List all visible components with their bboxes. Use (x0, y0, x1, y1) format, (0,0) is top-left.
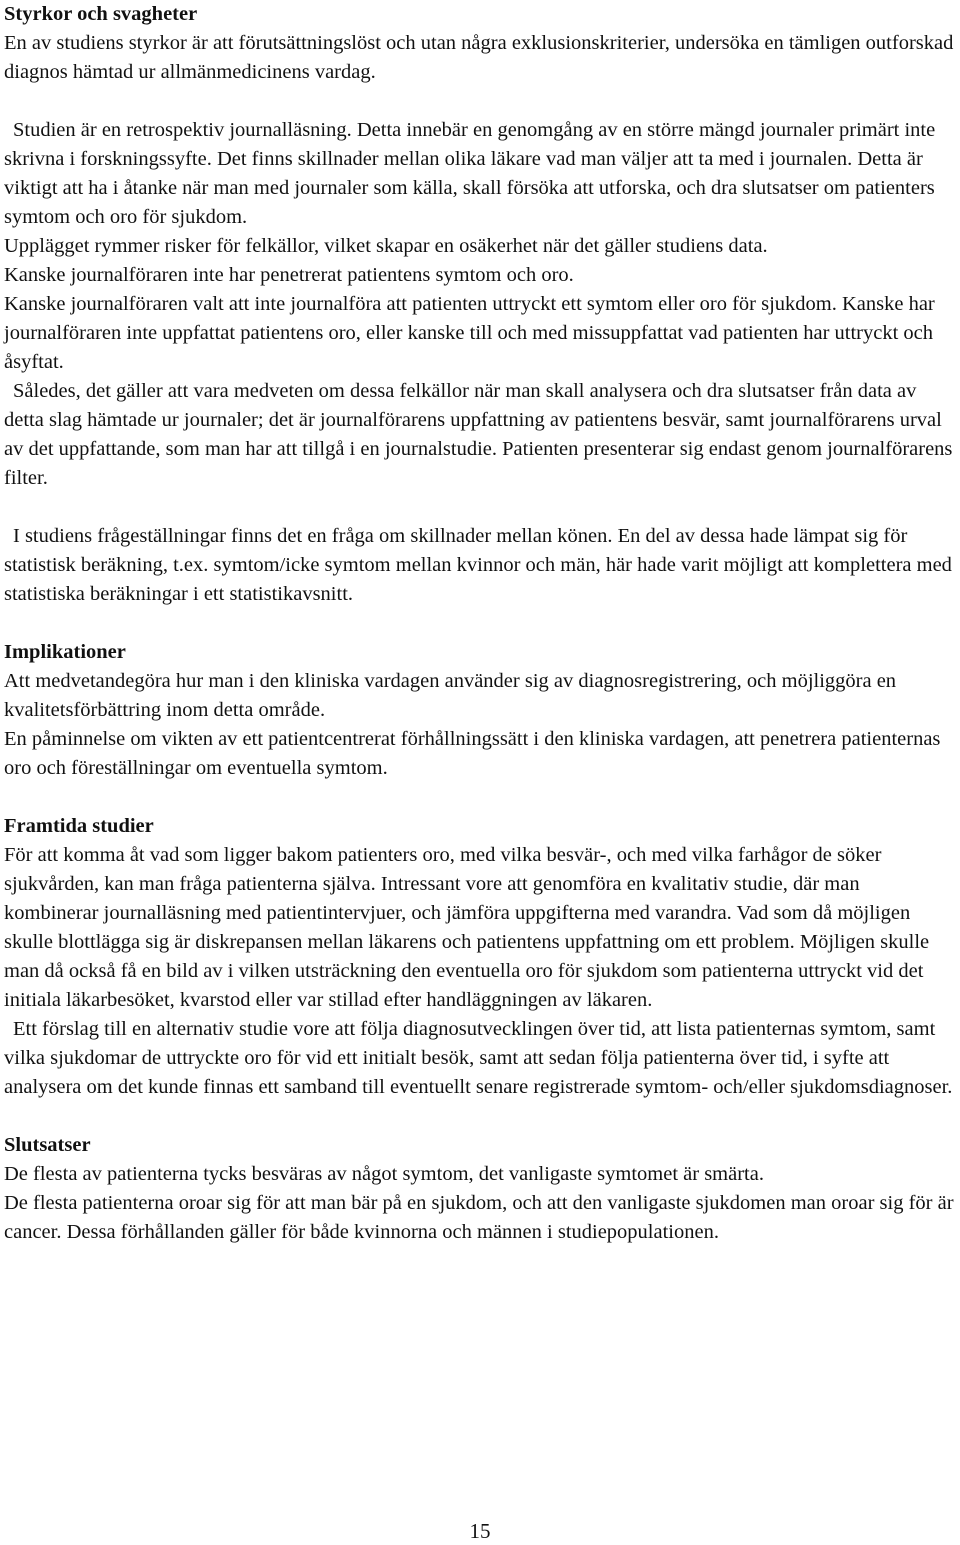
section-conclusions (4, 1131, 958, 1247)
paragraph: Studien är en retrospektiv journalläsning. Detta innebär en genomgång av en större mängd journaler primärt inte skrivna i forskningssyfte. Det finns skillnader mellan olika läkare vad man väljer att ta med i journalen. Detta är viktigt att ha i åtanke när man med journaler som källa, skall försöka att utforska, och dra slutsatser om patienters symtom och oro för sjukdom. (4, 119, 936, 228)
heading-conclusions: Slutsatser (4, 1134, 91, 1156)
document-page (4, 0, 958, 1247)
paragraph: En påminnelse om vikten av ett patientcentrerat förhållningssätt i den kliniska vardagen, att penetrera patienternas oro och föreställningar om eventuella symtom. (4, 728, 941, 779)
heading-strengths: Styrkor och svagheter (4, 3, 198, 25)
section-future-studies (4, 812, 958, 1102)
heading-future-studies: Framtida studier (4, 815, 154, 837)
spacer (4, 783, 958, 812)
paragraph: Ett förslag till en alternativ studie vore att följa diagnosutvecklingen över tid, att lista patienternas symtom, samt vilka sjukdomar de uttryckte oro för vid ett initialt besök, samt att sedan följa patienterna över tid, i syfte att analysera om det kunde finnas ett samband till eventuellt senare registrerade symtom- och/eller sjukdomsdiagnoser. (4, 1018, 953, 1098)
paragraph: Att medvetandegöra hur man i den kliniska vardagen använder sig av diagnosregistrering, och möjliggöra en kvalitetsförbättring inom detta område. (4, 670, 897, 721)
spacer (4, 1102, 958, 1131)
paragraph: De flesta av patienterna tycks besväras av något symtom, det vanligaste symtomet är smärta. (4, 1163, 764, 1185)
spacer (4, 87, 958, 116)
section-implications (4, 638, 958, 783)
paragraph: Kanske journalföraren inte har penetrerat patientens symtom och oro. (4, 264, 574, 286)
paragraph: De flesta patienterna oroar sig för att man bär på en sjukdom, och att den vanligaste sjukdomen man oroar sig för är cancer. Dessa förhållanden gäller för både kvinnorna och männen i studiepopulationen. (4, 1192, 954, 1243)
spacer (4, 493, 958, 522)
section-strengths (4, 0, 958, 609)
paragraph: I studiens frågeställningar finns det en fråga om skillnader mellan könen. En del av dessa hade lämpat sig för statistisk beräkning, t.ex. symtom/icke symtom mellan kvinnor och män, här hade varit möjligt att komplettera med statistiska beräkningar i ett statistikavsnitt. (4, 525, 952, 605)
paragraph: Således, det gäller att vara medveten om dessa felkällor när man skall analysera och dra slutsatser från data av detta slag hämtade ur journaler; det är journalförarens uppfattning av patientens besvär, samt journalförarens urval av det uppfattande, som man har att tillgå i en journalstudie. Patienten presenterar sig endast genom journalförarens filter. (4, 380, 953, 489)
paragraph: För att komma åt vad som ligger bakom patienters oro, med vilka besvär-, och med vilka farhågor de söker sjukvården, kan man fråga patienterna själva. Intressant vore att genomföra en kvalitativ studie, där man kombinerar journalläsning med patientintervjuer, och jämföra uppgifterna med varandra. Vad som då möjligen skulle blottlägga sig är diskrepansen mellan läkarens och patientens uppfattning om ett problem. Möjligen skulle man då också få en bild av i vilken utsträckning den eventuella oro för sjukdom som patienterna uttryckt vid det initiala läkarbesöket, kvarstod eller var stillad efter handläggningen av läkaren. (4, 844, 930, 1011)
paragraph: En av studiens styrkor är att förutsättningslöst och utan några exklusionskriterier, undersöka en tämligen outforskad diagnos hämtad ur allmänmedicinens vardag. (4, 32, 954, 83)
paragraph: Upplägget rymmer risker för felkällor, vilket skapar en osäkerhet när det gäller studiens data. (4, 235, 768, 257)
page-number: 15 (469, 1519, 491, 1543)
heading-implications: Implikationer (4, 641, 126, 663)
paragraph: Kanske journalföraren valt att inte journalföra att patienten uttryckt ett symtom eller oro för sjukdom. Kanske har journalföraren inte uppfattat patientens oro, eller kanske till och med missuppfattat vad patienten har uttryckt och åsyftat. (4, 293, 935, 373)
spacer (4, 609, 958, 638)
